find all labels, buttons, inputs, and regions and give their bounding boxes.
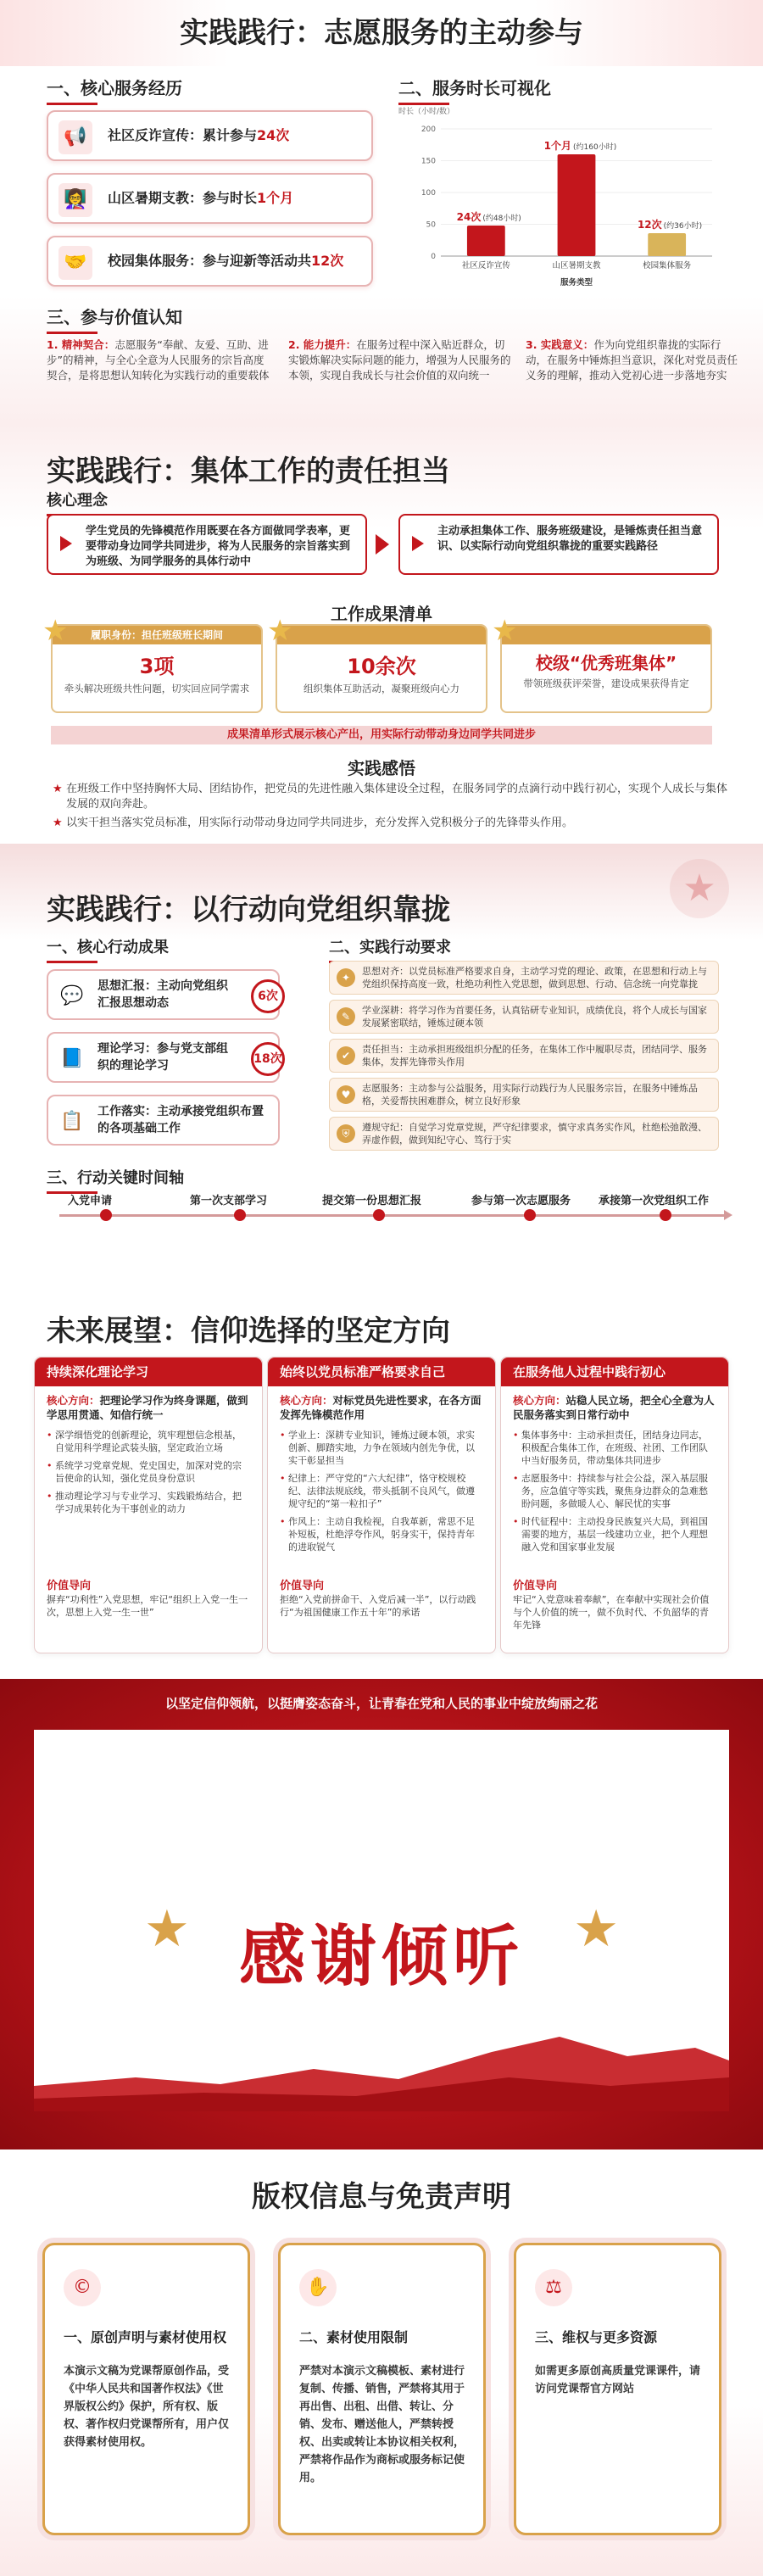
x-tick-label: 校园集体服务 (643, 261, 692, 270)
bar (648, 233, 686, 256)
slide-collective-work (0, 424, 763, 844)
result-card: ★ 履职身份：担任班级班长期间 3项 牵头解决班级共性问题，切实回应同学需求 (51, 624, 263, 713)
title-bar (0, 0, 763, 66)
value-point: 2. 能力提升：在服务过程中深入贴近群众，切实锻炼解决实际问题的能力，增强为人民服务的本领，实现自我成长与社会价值的双向统一 (288, 338, 511, 382)
teacher-icon: 👩‍🏫 (58, 183, 92, 217)
timeline-heading: 三、行动关键时间轴 (47, 1166, 184, 1194)
slide-party-action (0, 844, 763, 1280)
duty-icon: ✔ (337, 1046, 355, 1065)
list-item: • 作风上：主动自我检视，自我革新，常思不足补短板，杜绝浮夸作风，躬身实干，保持青年的进取锐气 (280, 1515, 483, 1553)
page-title: 版权信息与免责声明 (252, 2180, 511, 2214)
triangle-icon (60, 536, 72, 551)
list-item: • 深学细悟党的创新理论，筑牢理想信念根基，自觉用科学理论武装头脑，坚定政治立场 (47, 1429, 250, 1454)
x-tick-label: 社区反诈宣传 (461, 261, 510, 270)
bar (467, 226, 505, 256)
timeline-label: 承接第一次党组织工作 (599, 1195, 710, 1207)
service-hours-chart (398, 103, 729, 290)
study-icon: ✎ (337, 1007, 355, 1026)
list-item: • 时代征程中：主动投身民族复兴大局，到祖国需要的地方，基层一线建功立业，把个人理想融入党和国家事业发展 (513, 1515, 716, 1553)
reflection-heading: 实践感悟 (348, 758, 415, 778)
list-item: • 推动理论学习与专业学习、实践锻炼结合，把学习成果转化为干事创业的动力 (47, 1490, 250, 1515)
bar-sub-label: (约36小时) (663, 222, 703, 231)
idea-heading: 核心理念 (47, 488, 108, 516)
result-card: ★ 10余次 组织集体互助活动，凝聚班级向心力 (276, 624, 487, 713)
experience-item: 🤝 校园集体服务：参与迎新等活动共12次 (47, 236, 373, 287)
copyright-card: © 一、原创声明与素材使用权 本演示文稿为党课帮原创作品，受《中华人民共和国著作权法》《世界版权公约》保护，所有权、版权、著作权归党课帮所有，用户仅获得素材使用权。 (42, 2243, 250, 2535)
requirements-heading: 二、实践行动要求 (329, 935, 451, 963)
timeline-dot (100, 1209, 112, 1221)
arrow-icon (376, 534, 389, 555)
timeline-dot (234, 1209, 246, 1221)
value-point: 3. 实践意义：作为向党组织靠拢的实际行动，在服务中锤炼担当意识，深化对党员责任义务的理解，推动入党初心进一步落地夯实 (526, 338, 738, 382)
y-tick-label: 50 (426, 220, 436, 230)
outcome-item: 📋 工作落实：主动承接党组织布置的各项基础工作 (47, 1095, 280, 1146)
y-axis-label: 时长（小时/数） (398, 108, 455, 116)
thanks-panel (34, 1730, 729, 2111)
book-icon: 📘 (60, 1048, 84, 1069)
page-title: 未来展望：信仰选择的坚定方向 (47, 1314, 450, 1348)
count-badge: 6次 (251, 979, 285, 1013)
timeline-arrow-icon (724, 1210, 732, 1220)
y-tick-label: 150 (420, 157, 436, 166)
hand-stop-icon: ✋ (299, 2269, 337, 2306)
reflection-item: ★ 在班级工作中坚持胸怀大局、团结协作，把党员的先进性融入集体建设全过程，在服务同学的点滴行动中践行初心，实现个人成长与集体发展的双向奔赴。 (53, 782, 738, 812)
star-icon: ★ (267, 614, 293, 648)
timeline-label: 入党申请 (68, 1195, 113, 1207)
direction-card: 持续深化理论学习 核心方向：把理论学习作为终身课题，做到学思用贯通、知信行统一 • 深学细悟党的创新理论，筑牢理想信念根基，自觉用科学理论武装头脑，坚定政治立场 • 系统学习党章党规、党史国史，加深对党的宗旨使命的认知，强化党员身份意识 • 推动理论学习与专业学习、实践锻炼结合，把学习成果转化为干事创业的动力 价值导向 摒弃“功利性”入党思想，牢记“组织上入党一生一次，思想上入党一生一世” (34, 1357, 263, 1653)
rights-card: ⚖ 三、维权与更多资源 如需更多原创高质量党课课件，请访问党课帮官方网站 (514, 2243, 721, 2535)
timeline-dot (660, 1209, 671, 1221)
requirement-item: ✔ 责任担当：主动承担班级组织分配的任务，在集体工作中履职尽责，团结同学、服务集体，发挥先锋带头作用 (329, 1039, 719, 1073)
list-item: • 纪律上：严守党的“六大纪律”，恪守校规校纪、法律法规底线，带头抵制不良风气，做遵规守纪的“第一粒扣子” (280, 1472, 483, 1510)
slide-outlook (0, 1289, 763, 1679)
page-title: 实践践行：集体工作的责任担当 (47, 454, 450, 488)
requirement-item: ♥ 志愿服务：主动参与公益服务，用实际行动践行为人民服务宗旨，在服务中锤炼品格，关爱帮扶困难群众，树立良好形象 (329, 1078, 719, 1112)
core-experience-heading: 一、核心服务经历 (47, 75, 182, 105)
direction-card: 始终以党员标准严格要求自己 核心方向：对标党员先进性要求，在各方面发挥先锋模范作用 • 学业上：深耕专业知识，锤炼过硬本领，求实创新、脚踏实地，力争在领域内创先争优，以实干彰显担当 • 纪律上：严守党的“六大纪律”，恪守校规校纪、法律法规底线，带头抵制不良风气，做遵规守纪的“第一粒扣子” • 作风上：主动自我检视，自我革新，常思不足补短板，杜绝浮夸作风，躬身实干，保持青年的进取锐气 价值导向 拒绝“入党前拼命干、入党后减一半”，以行动践行“为祖国健康工作五十年”的承诺 (267, 1357, 496, 1653)
mountain-decoration (34, 2018, 729, 2111)
value-heading: 三、参与价值认知 (47, 304, 182, 334)
shield-icon: ⛨ (337, 1124, 355, 1143)
bar-top-label: 12次 (637, 219, 662, 231)
bar-top-label: 1个月 (543, 140, 571, 152)
bar-sub-label: (约48小时) (482, 215, 521, 223)
x-axis-label: 服务类型 (560, 278, 593, 287)
heart-icon: ♥ (337, 1085, 355, 1104)
list-item: • 集体事务中：主动承担责任，团结身边同志，积极配合集体工作，在班级、社团、工作团队中当好服务员，带动集体共同进步 (513, 1429, 716, 1467)
outcomes-heading: 一、核心行动成果 (47, 935, 169, 963)
star-icon: ★ (42, 614, 69, 648)
task-icon: 📋 (60, 1111, 84, 1132)
bar (558, 154, 596, 256)
chart-heading: 二、服务时长可视化 (398, 75, 551, 105)
results-heading: 工作成果清单 (331, 604, 432, 624)
outcome-item: 💬 思想汇报：主动向党组织汇报思想动态 6次 (47, 969, 280, 1020)
timeline-dot (524, 1209, 536, 1221)
timeline-label: 提交第一份思想汇报 (322, 1195, 422, 1207)
speech-icon: 💬 (60, 985, 84, 1006)
brain-icon: ✦ (337, 968, 355, 987)
page-title: 实践践行：志愿服务的主动参与 (180, 16, 583, 50)
star-icon: ★ (573, 1899, 619, 1959)
page-title: 实践践行：以行动向党组织靠拢 (47, 893, 450, 927)
star-icon: ★ (492, 614, 518, 648)
timeline-label: 参与第一次志愿服务 (471, 1195, 571, 1207)
idea-box-right: 主动承担集体工作、服务班级建设，是锤炼责任担当意识、以实际行动向党组织靠拢的重要实践路径 (398, 514, 719, 575)
count-badge: 18次 (251, 1042, 285, 1076)
list-item: • 学业上：深耕专业知识，锤炼过硬本领，求实创新、脚踏实地，力争在领域内创先争优，以实干彰显担当 (280, 1429, 483, 1467)
megaphone-icon: 📢 (58, 120, 92, 154)
slide-thanks (0, 1679, 763, 2149)
results-notice: 成果清单形式展示核心产出，用实际行动带动身边同学共同进步 (51, 726, 712, 744)
list-item: • 系统学习党章党规、党史国史，加深对党的宗旨使命的认知，强化党员身份意识 (47, 1459, 250, 1485)
requirement-item: ✦ 思想对齐：以党员标准严格要求自身，主动学习党的理论、政策，在思想和行动上与党组织保持高度一致，杜绝功利性入党思想，做到思想、行动、信念统一向党靠拢 (329, 961, 719, 995)
party-emblem-icon: ★ (670, 859, 729, 918)
slide-volunteer (0, 0, 763, 424)
timeline-label: 第一次支部学习 (190, 1195, 268, 1207)
copyright-icon: © (64, 2269, 101, 2306)
x-tick-label: 山区暑期支教 (552, 261, 601, 270)
bar-chart (398, 103, 729, 290)
gavel-icon: ⚖ (535, 2269, 572, 2306)
triangle-icon (412, 536, 424, 551)
requirement-item: ⛨ 遵规守纪：自觉学习党章党规，严守纪律要求，慎守求真务实作风，杜绝松弛散漫、弄虚作假，做到知纪守心、笃行于实 (329, 1117, 719, 1151)
experience-item: 📢 社区反诈宣传：累计参与24次 (47, 110, 373, 161)
requirement-item: ✎ 学业深耕：将学习作为首要任务，认真钻研专业知识，成绩优良，将个人成长与国家发展紧密联结，锤炼过硬本领 (329, 1000, 719, 1034)
experience-item: 👩‍🏫 山区暑期支教：参与时长1个月 (47, 173, 373, 224)
value-point: 1. 精神契合：志愿服务“奉献、友爱、互助、进步”的精神，与全心全意为人民服务的宗旨高度契合，是将思想认知转化为实践行动的重要载体 (47, 338, 270, 382)
idea-box-left: 学生党员的先锋模范作用既要在各方面做同学表率，更要带动身边同学共同进步，将为人民服务的宗旨落实到为班级、为同学服务的具体行动中 (47, 514, 367, 575)
closing-banner: 以坚定信仰领航，以挺膺姿态奋斗，让青春在党和人民的事业中绽放绚丽之花 (164, 1696, 598, 1711)
direction-card: 在服务他人过程中践行初心 核心方向：站稳人民立场，把全心全意为人民服务落实到日常行动中 • 集体事务中：主动承担责任，团结身边同志，积极配合集体工作，在班级、社团、工作团队中当好服务员，带动集体共同进步 • 志愿服务中：持续参与社会公益，深入基层服务，应急值守等实践，聚焦身边群众的急难愁盼问题，多做暖人心、解民忧的实事 • 时代征程中：主动投身民族复兴大局，到祖国需要的地方，基层一线建功立业，把个人理想融入党和国家事业发展 价值导向 牢记“入党意味着奉献”，在奉献中实现社会价值与个人价值的统一，做不负时代、不负韶华的青年先锋 (500, 1357, 729, 1653)
star-icon: ★ (144, 1899, 190, 1959)
y-tick-label: 200 (420, 125, 436, 134)
y-tick-label: 0 (431, 253, 436, 261)
bar-sub-label: (约160小时) (573, 143, 617, 152)
reflection-item: ★ 以实干担当落实党员标准，用实际行动带动身边同学共同进步，充分发挥入党积极分子的先锋带头作用。 (53, 816, 738, 831)
list-item: • 志愿服务中：持续参与社会公益，深入基层服务，应急值守等实践，聚焦身边群众的急难愁盼问题，多做暖人心、解民忧的实事 (513, 1472, 716, 1510)
timeline-line (59, 1214, 725, 1217)
thanks-text: 感谢倾听 (238, 1919, 524, 1995)
timeline-dot (373, 1209, 385, 1221)
outcome-item: 📘 理论学习：参与党支部组织的理论学习 18次 (47, 1032, 280, 1083)
slide-copyright (0, 2149, 763, 2576)
bar-top-label: 24次 (456, 211, 482, 223)
result-card: ★ 校级“优秀班集体” 带领班级获评荣誉，建设成果获得肯定 (500, 624, 712, 713)
handshake-icon: 🤝 (58, 246, 92, 280)
y-tick-label: 100 (420, 189, 436, 198)
usage-limit-card: ✋ 二、素材使用限制 严禁对本演示文稿模板、素材进行复制、传播、销售，严禁将其用于再出售、出租、出借、转让、分销、发布、赠送他人，严禁转授权、出卖或转让本协议相关权利，严禁将作品作为商标或服务标记使用。 (278, 2243, 486, 2535)
